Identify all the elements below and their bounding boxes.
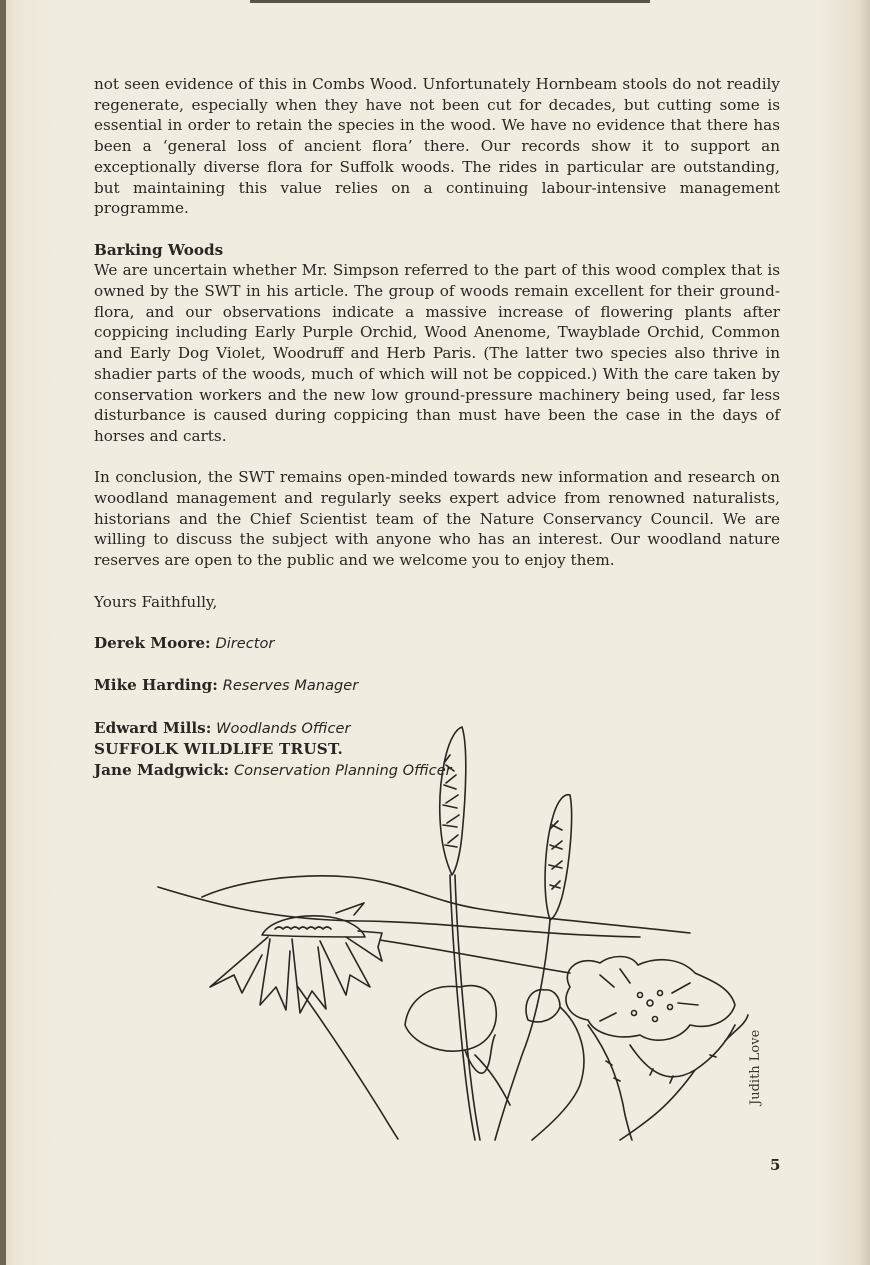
signatory [94,633,780,655]
bramble-thorns [606,1055,716,1083]
signatory-role: Conservation Planning Officer [233,762,452,780]
daisy-petal [336,903,364,915]
daisy-petal [260,939,290,1010]
closing-salutation: Yours Faithfully, [94,592,218,611]
wildflower-illustration [150,725,750,1145]
stamen [658,991,663,996]
organisation-name: SUFFOLK WILDLIFE TRUST. [94,740,343,758]
blossom-stem [475,1055,510,1105]
seedhead-texture [443,755,459,847]
section-barking-woods [94,240,780,447]
grass-stem [495,920,550,1140]
petal-veins [600,969,698,1021]
daisy-petal [210,937,268,993]
illustration-credit: Judith Love [748,1029,763,1105]
signatory-role: Reserves Manager [222,677,359,695]
hill-line [380,940,570,973]
blossom-petals [405,986,496,1052]
paragraph-combs-wood: not seen evidence of this in Combs Wood. Unfortunately Hornbeam stools do not readily regenerate, especially when they have not been cut for decades, but cutting some is essential in order to retain the species in the wood. We have no evidence that there has been a ‘general loss of ancient flora’ there. Our records show it to support an exceptionally diverse flora for Suffolk woods. The rides in particular are outstanding, but maintaining this value relies on a continuing labour-intensive management programme. [94,75,780,218]
stamen [653,1017,658,1022]
section-heading: Barking Woods [94,240,224,259]
paragraph-barking-woods: We are uncertain whether Mr. Simpson referred to the part of this wood complex that is owned by the SWT in his article. The group of woods remain excellent for their ground-flora, and our observations indicate a massive increase of flowering plants after coppicing including Early Purple Orchid, Wood Anenome, Twayblade Orchid, Common and Early Dog Violet, Woodruff and Herb Paris. (The latter two species also thrive in shadier parts of the woods, much of which will not be coppiced.) With the care taken by conservation workers and the new low ground-pressure machinery being used, far less disturbance is caused during coppicing than must have been the case in the days of horses and carts. [94,261,780,445]
daisy-stem [298,987,398,1139]
page-spine [0,0,6,1265]
bramble-stem [588,1025,632,1140]
daisy-centre-texture [275,927,331,929]
grass-stem [450,875,475,1140]
daisy-petal [320,941,370,995]
top-edge-line [250,0,650,3]
bramble-flower [566,957,735,1041]
signatory-role: Woodlands Officer [216,719,351,737]
bramble-stem [620,1070,695,1140]
signatory-name: Edward Mills: [94,718,212,737]
seedhead-texture [549,821,562,889]
letter-body [94,74,780,802]
grass-seedhead [440,727,466,875]
page-number: 5 [770,1156,781,1174]
signatory-name: Jane Madgwick: [94,761,230,780]
stamen [632,1011,637,1016]
stamen [668,1005,673,1010]
signatory-name: Derek Moore: [94,633,211,652]
stamen [638,993,643,998]
bramble-stem [532,1007,584,1140]
grass-seedhead [545,795,572,920]
paragraph-conclusion: In conclusion, the SWT remains open-minded towards new information and research on woodland management and regularly seeks expert advice from renowned naturalists, historians and the Chief Scientist team of the Nature Conservancy Council. We are willing to discuss the subject with anyone who has an interest. Our woodland nature reserves are open to the public and we welcome you to enjoy them. [94,468,780,570]
stamen [647,1000,653,1006]
signatory [94,675,780,697]
signatory-name: Mike Harding: [94,676,218,695]
hill-line [158,887,640,937]
bramble-tendril [725,1015,748,1041]
signatory-role: Director [215,634,275,652]
bramble-leaf [526,990,560,1022]
